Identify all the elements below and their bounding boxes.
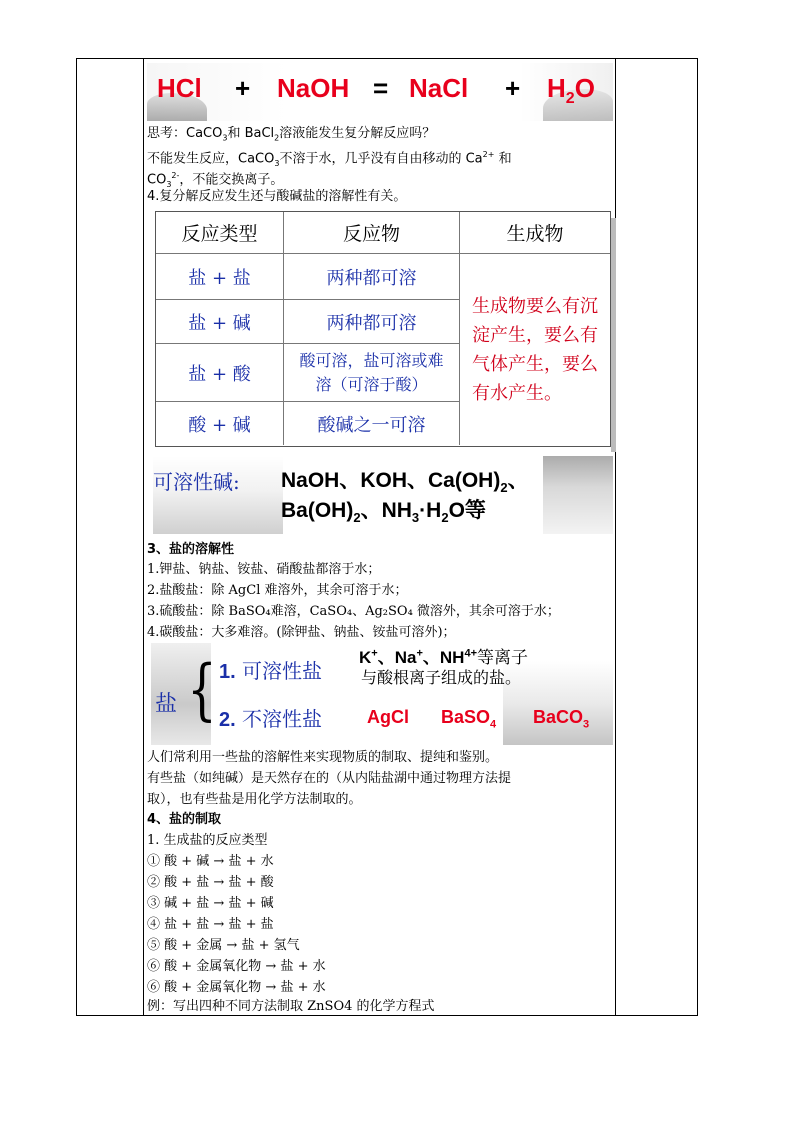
- eq-plus: +: [505, 73, 521, 103]
- column-divider-right: [615, 59, 616, 1015]
- reaction-type-item: ⑤ 酸 + 金属 → 盐 + 氢气: [147, 938, 300, 953]
- soluble-bases-line2: $Ba(OH)_2$、$NH_3\cdot H_2O$等: [281, 499, 486, 526]
- think-answer-2: $CO_3^{2-}$，不能交换离子。: [147, 171, 284, 189]
- salt-category-soluble: 1. 可溶性盐: [219, 659, 323, 683]
- insoluble-salt: AgCl: [367, 707, 409, 727]
- eq-product1: NaCl: [409, 73, 469, 103]
- table-header: 生成物: [460, 212, 610, 254]
- think-answer-1: 不能发生反应，CaCO$_3$不溶于水，几乎没有自由移动的 $Ca^{2+}$ 和: [147, 150, 512, 168]
- usage-text: 取），也有些盐是用化学方法制取的。: [147, 792, 362, 807]
- salt-types-banner: [151, 643, 613, 745]
- soluble-bases-label: 可溶性碱:: [153, 470, 240, 494]
- salt-label: 盐: [155, 692, 178, 717]
- column-divider-left: [143, 59, 144, 1015]
- brace: {: [187, 651, 217, 728]
- soluble-bases-banner: [153, 456, 613, 534]
- solubility-heading: 3、盐的溶解性: [147, 542, 235, 557]
- table-cell-type: 盐 + 碱: [156, 300, 284, 344]
- soluble-bases-line1: NaOH、KOH、$Ca(OH)_2$、: [281, 469, 529, 496]
- reaction-type-item: ③ 碱 + 盐 → 盐 + 碱: [147, 896, 274, 911]
- solubility-item: 4.碳酸盐：大多难溶。(除钾盐、钠盐、铵盐可溶外)；: [147, 625, 456, 640]
- eq-equals: =: [373, 73, 389, 103]
- usage-text: 有些盐（如纯碱）是天然存在的（从内陆盐湖中通过物理方法提: [147, 771, 512, 786]
- think-question: 思考：CaCO$_3$和 BaCl$_2$溶液能发生复分解反应吗？: [147, 126, 436, 143]
- reaction-type-item: ⑥ 酸 + 金属氧化物 → 盐 + 水: [147, 959, 326, 974]
- example-prompt: 例：写出四种不同方法制取 ZnSO4 的化学方程式: [147, 999, 435, 1014]
- table-header: 反应物: [284, 212, 460, 254]
- table-cell-type: 盐 + 盐: [156, 254, 284, 300]
- solubility-item: 3.硫酸盐：除 BaSO₄难溶，CaSO₄、Ag₂SO₄ 微溶外，其余可溶于水；: [147, 604, 560, 619]
- insoluble-salt: BaCO$_3$: [533, 707, 590, 731]
- table-cell-type: 酸 + 碱: [156, 402, 284, 445]
- reaction-type-item: ② 酸 + 盐 → 盐 + 酸: [147, 875, 274, 890]
- eq-reactant1: HCl: [157, 73, 202, 103]
- salt-category-insoluble: 2. 不溶性盐: [219, 707, 323, 731]
- table-header: 反应类型: [156, 212, 284, 254]
- soluble-ions-desc: 与酸根离子组成的盐。: [361, 668, 522, 687]
- table-cell-type: 盐 + 酸: [156, 344, 284, 402]
- preparation-heading: 4、盐的制取: [147, 812, 222, 827]
- table-cell-products: 生成物要么有沉淀产生，要么有气体产生，要么有水产生。: [472, 295, 598, 404]
- table-cell-reactants: 两种都可溶: [284, 300, 460, 344]
- soluble-ions: K+、Na+、$NH^{4+}$等离子: [359, 647, 528, 668]
- reaction-type-item: ⑥ 酸 + 金属氧化物 → 盐 + 水: [147, 980, 326, 995]
- reaction-type-item: ④ 盐 + 盐 → 盐 + 盐: [147, 917, 274, 932]
- landscape-decoration: [543, 456, 613, 534]
- reaction-table: [155, 211, 611, 447]
- reaction-type-item: ① 酸 + 碱 → 盐 + 水: [147, 854, 274, 869]
- preparation-subheading: 1. 生成盐的反应类型: [147, 833, 268, 848]
- table-cell-reactants: 两种都可溶: [284, 254, 460, 300]
- equation-banner: [147, 63, 613, 121]
- usage-text: 人们常利用一些盐的溶解性来实现物质的制取、提纯和鉴别。: [147, 750, 499, 765]
- table-shadow: [611, 218, 616, 452]
- solubility-item: 1.钾盐、钠盐、铵盐、硝酸盐都溶于水；: [147, 562, 381, 577]
- point-4: 4.复分解反应发生还与酸碱盐的溶解性有关。: [147, 189, 407, 204]
- table-cell-reactants: 酸可溶，盐可溶或难溶（可溶于酸）: [284, 344, 460, 402]
- eq-product2: $H_2O$: [547, 73, 595, 108]
- page-table: [76, 58, 698, 1016]
- solubility-item: 2.盐酸盐：除 AgCl 难溶外，其余可溶于水；: [147, 583, 408, 598]
- table-cell-reactants: 酸碱之一可溶: [284, 402, 460, 445]
- eq-reactant2: NaOH: [277, 73, 350, 103]
- eq-plus: +: [235, 73, 251, 103]
- insoluble-salt: BaSO$_4$: [441, 707, 497, 731]
